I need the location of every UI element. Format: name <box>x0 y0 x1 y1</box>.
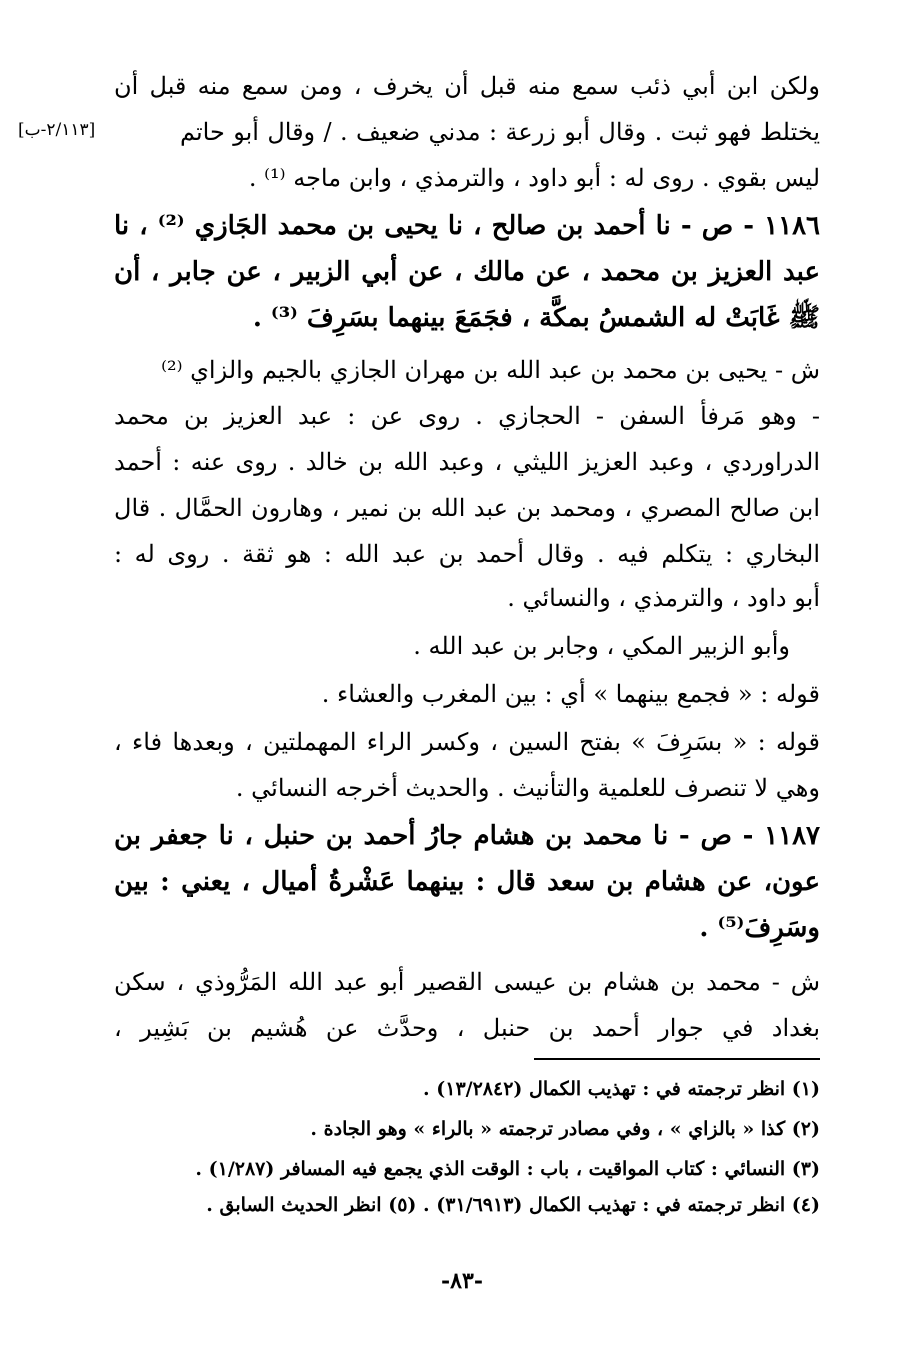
footnote-2: (٢) كذا « بالزاي » ، وفي مصادر ترجمته « بالراء » وهو الجادة . <box>310 1118 820 1140</box>
commentary-line-2: - وهو مَرفأ السفن - الحجازي . روى عن : عبد العزيز بن محمد <box>114 402 820 430</box>
page-number: -٨٣- <box>441 1268 483 1294</box>
commentary-1187-line-2: بغداد في جوار أحمد بن حنبل ، وحدَّث عن هُشيم بن بَشِير ، <box>114 1014 820 1042</box>
qawluhu-line-3: وهي لا تنصرف للعلمية والتأنيث . والحديث أخرجه النسائي . <box>235 774 820 802</box>
hadith-1186-line-2: عبد العزيز بن محمد ، عن مالك ، عن أبي الزبير ، عن جابر ، أن <box>114 257 820 287</box>
hadith-1187-line-2: عون، عن هشام بن سعد قال : بينهما عَشْرةُ أميال ، يعني : بين <box>114 867 820 897</box>
margin-manuscript-reference: [٢/١١٣-ب] <box>18 120 96 140</box>
commentary-line-3: الدراوردي ، وعبد العزيز الليثي ، وعبد الله بن خالد . روى عنه : أحمد <box>114 448 820 476</box>
narrators-line: وأبو الزبير المكي ، وجابر بن عبد الله . <box>413 632 790 660</box>
commentary-1187-line-1: ش - محمد بن هشام بن عيسى القصير أبو عبد الله المَرُّوذي ، سكن <box>114 968 820 996</box>
footnote-separator <box>534 1058 820 1060</box>
hadith-1187-line-1: ١١٨٧ - ص - نا محمد بن هشام جارُ أحمد بن حنبل ، نا جعفر بن <box>114 821 820 851</box>
text-line-1: ولكن ابن أبي ذئب سمع منه قبل أن يخرف ، ومن سمع منه قبل أن <box>114 72 820 100</box>
footnote-3: (٣) النسائي : كتاب المواقيت ، باب : الوقت الذي يجمع فيه المسافر (١/٢٨٧) . <box>195 1158 820 1180</box>
text-line-3: ليس بقوي . روى له : أبو داود ، والترمذي ، وابن ماجه ⁽¹⁾ . <box>248 164 820 192</box>
footnote-4-5: (٤) انظر ترجمته في : تهذيب الكمال (٣١/٦٩١٣) . (٥) انظر الحديث السابق . <box>206 1194 820 1216</box>
commentary-line-1: ش - يحيى بن محمد بن عبد الله بن مهران الجازي بالجيم والزاي ⁽²⁾ <box>161 356 820 384</box>
qawluhu-line-2: قوله : « بسَرِفَ » بفتح السين ، وكسر الراء المهملتين ، وبعدها فاء ، <box>114 728 820 756</box>
footnote-1: (١) انظر ترجمته في : تهذيب الكمال (١٣/٢٨٤٢) . <box>423 1078 820 1100</box>
hadith-1186-line-3: ﷺ غَابَتْ له الشمسُ بمكَّة ، فجَمَعَ بينهما بسَرِفَ ⁽³⁾ . <box>252 303 820 333</box>
qawluhu-line-1: قوله : « فجمع بينهما » أي : بين المغرب والعشاء . <box>321 680 820 708</box>
text-line-2: يختلط فهو ثبت . وقال أبو زرعة : مدني ضعيف . / وقال أبو حاتم <box>180 118 820 146</box>
commentary-line-6: أبو داود ، والترمذي ، والنسائي . <box>507 584 820 612</box>
hadith-1187-line-3: وسَرِفَ⁽⁵⁾ . <box>699 913 820 943</box>
commentary-line-4: ابن صالح المصري ، ومحمد بن عبد الله بن نمير ، وهارون الحمَّال . قال <box>114 494 820 522</box>
hadith-1186-line-1: ١١٨٦ - ص - نا أحمد بن صالح ، نا يحيى بن محمد الجَازي ⁽²⁾ ، نا <box>114 211 820 241</box>
commentary-line-5: البخاري : يتكلم فيه . وقال أحمد بن عبد الله : هو ثقة . روى له : <box>114 540 820 568</box>
